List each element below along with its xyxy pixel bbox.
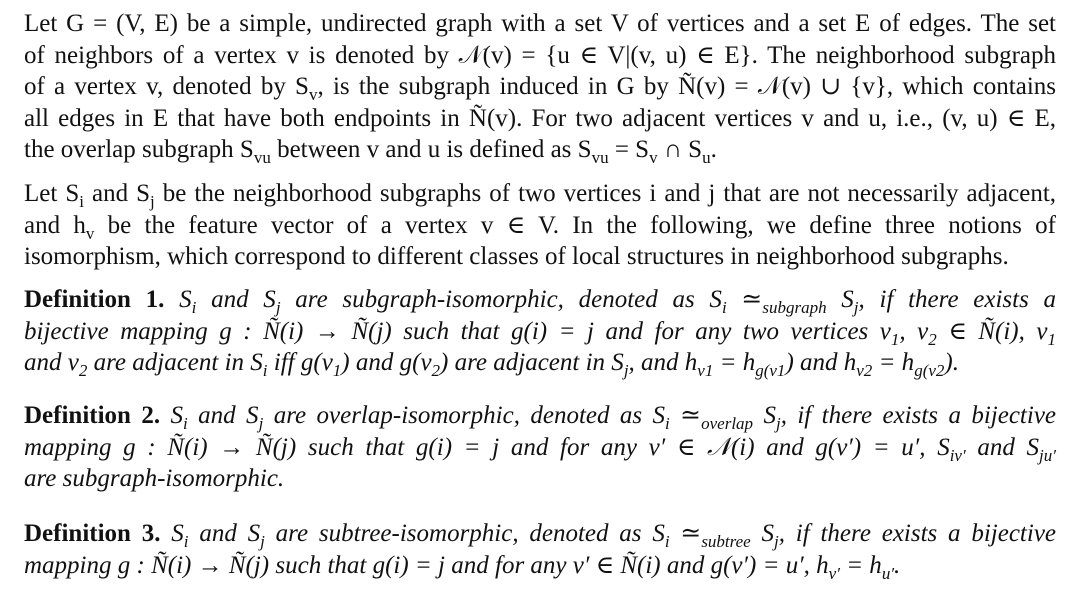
definition-line — [24, 284, 1056, 316]
definition-1 — [24, 284, 1056, 379]
text-line: the overlap subgraph $S_{vu}$ between v and u is defined as $S_{vu} = S_v$ ∩ $S_u$. — [24, 136, 717, 167]
text-line: of neighbors of a vertex v is denoted by 𝒩(v) = {u ∈ V|(v, u) ∈ E}. The neighborhood subgraph — [24, 41, 1056, 69]
definition-heading: Definition 3. — [24, 520, 161, 547]
text-line: all edges in E that have both endpoints in Ñ(v). For two adjacent vertices v and u, i.e., (v, u) ∈ E, — [24, 104, 1056, 132]
definition-2 — [24, 400, 1056, 495]
definition-heading: Definition 2. — [24, 402, 161, 429]
paragraph-graph-definitions — [24, 8, 1056, 166]
definition-heading: Definition 1. — [24, 286, 165, 313]
text-line: Let $S_i$ and $S_j$ be the neighborhood subgraphs of two vertices i and j that are not necessarily adjacent, — [24, 180, 1057, 211]
text-line: and $h_v$ be the feature vector of a vertex v ∈ V. In the following, we define three notions of — [24, 211, 1056, 243]
definition-line: are subgraph-isomorphic. — [24, 465, 285, 492]
paragraph-isomorphism-intro — [24, 178, 1056, 273]
text-line: Let G = (V, E) be a simple, undirected graph with a set V of vertices and a set E of edges. The set — [24, 10, 1056, 37]
text-line: isomorphism, which correspond to different classes of local structures in neighborhood subgraphs. — [24, 243, 1009, 270]
definition-line: mapping g : Ñ(i) → Ñ(j) such that g(i) = j and for any v′ ∈ Ñ(i) and g(v′) = u′, $h_{v'} = h_{u'}$. — [24, 551, 901, 583]
definition-line: and $v_2$ are adjacent in $S_i$ iff $g(v_1)$ and $g(v_2)$ are adjacent in $S_j$, and $h_{v1} = h_{g(v1}$) and $h_{v2} = h_{g(v2}$). — [24, 349, 959, 380]
definition-line — [24, 518, 1056, 550]
definition-text: $S_i$ and $S_j$ are overlap-isomorphic, denoted as $S_i$ $≃_{overlap}$ $S_j$, if there exists a bijective — [170, 402, 1057, 433]
definition-text: $S_i$ and $S_j$ are subgraph-isomorphic, denoted as $S_i$ $≃_{subgraph}$ $S_j$, if there exists a — [179, 286, 1057, 317]
definition-text: $S_i$ and $S_j$ are subtree-isomorphic, denoted as $S_i$ $≃_{subtree}$ $S_j$, if there exists a bijective — [171, 520, 1057, 551]
definition-line: mapping g : Ñ(i) → Ñ(j) such that g(i) = j and for any v′ ∈ 𝒩(i) and g(v′) = u′, $S_{iv'}$ and $S_{ju'}$ — [24, 433, 1056, 465]
definition-line: bijective mapping g : Ñ(i) → Ñ(j) such that g(i) = j and for any two vertices $v_1$, $v_2$ ∈ Ñ(i), $v_1$ — [24, 317, 1057, 349]
definition-line — [24, 400, 1056, 432]
text-line: of a vertex v, denoted by $S_v$, is the subgraph induced in G by Ñ(v) = 𝒩(v) ∪ {v}, which contains — [24, 73, 1057, 104]
definition-3 — [24, 518, 1056, 581]
